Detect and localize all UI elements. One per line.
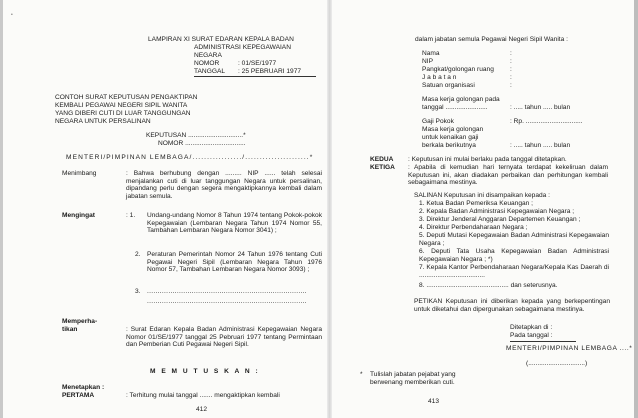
ketiga-text: : Apabila di kemudian hari ternyata terdapat kekeliruan dalam Keputusan ini, akan diadakan perbaikan dan perhitungan kembali sebagaimana mestinya. bbox=[408, 164, 608, 187]
footnote-line: Tulislah jabatan pejabat yang bbox=[370, 371, 456, 378]
salinan-item: 2. Kepala Badan Administrasi Kepegawaian Negara ; bbox=[419, 208, 575, 215]
signature-dots: (...............................) bbox=[526, 360, 588, 367]
masa-kerja-label: Masa kerja golongan pada bbox=[422, 96, 500, 103]
right-page bbox=[330, 0, 638, 418]
salinan-item: 5. Deputi Mutasi Kepegawaian Badan Administrasi Kepegawaian Negara ; bbox=[419, 232, 609, 247]
mengingat-num: : 1. bbox=[126, 212, 136, 219]
petikan-text: PETIKAN Keputusan ini diberikan kepada yang berkepentingan untuk diketahui dan dipergunakan sebagaimana mestinya. bbox=[414, 298, 610, 313]
mengingat-num: 3. bbox=[135, 288, 141, 295]
masa-kg-label: berkala berikutnya bbox=[422, 142, 476, 149]
pertama-label: PERTAMA bbox=[62, 392, 95, 399]
page-number: 413 bbox=[428, 398, 440, 405]
salinan-item: 4. Direktur Perbendaharaan Negara ; bbox=[419, 224, 528, 231]
salinan-item: 1. Ketua Badan Pemeriksa Keuangan ; bbox=[419, 200, 534, 207]
signature-rule bbox=[510, 341, 576, 342]
pertama-text: : Terhitung mulai tanggal ....... mengaktipkan kembali bbox=[126, 392, 280, 399]
header-line: ADMINISTRASI KEPEGAWAIAN bbox=[194, 44, 291, 51]
menetapkan-label: Menetapkan : bbox=[62, 384, 105, 391]
header-line: NEGARA bbox=[194, 52, 222, 59]
ditetapkan-di: Ditetapkan di : bbox=[510, 324, 553, 331]
header-rule bbox=[194, 76, 316, 77]
intro-line: dalam jabatan semula Pegawai Negeri Sipil Wanita : bbox=[415, 36, 568, 43]
masa-kg-label: untuk kenaikan gaji bbox=[422, 134, 479, 141]
field-value: : bbox=[510, 50, 512, 57]
ketiga-label: KETIGA bbox=[370, 164, 395, 171]
field-label: Pangkat/golongan ruang bbox=[422, 66, 494, 73]
title-line: NEGARA UNTUK PERSALINAN bbox=[55, 118, 151, 125]
kedua-text: : Keputusan ini mulai berlaku pada tanggal ditetapkan. bbox=[408, 156, 567, 163]
masa-kg-label: Masa kerja golongan bbox=[422, 126, 484, 133]
footnote-line: berwenang memberikan cuti. bbox=[370, 379, 455, 386]
menimbang-label: Menimbang bbox=[62, 170, 97, 177]
salinan-heading: SALINAN Keputusan ini disampaikan kepada : bbox=[414, 192, 550, 199]
header-line: LAMPIRAN XI SURAT EDARAN KEPALA BADAN bbox=[148, 36, 294, 43]
nomor-label: NOMOR bbox=[194, 60, 220, 67]
masa-kg-value: : ..... tahun ..... bulan bbox=[510, 142, 571, 149]
field-value: : bbox=[510, 66, 512, 73]
memperhatikan-label: Memperha- bbox=[62, 318, 98, 325]
page-number: 412 bbox=[196, 406, 208, 413]
salinan-item: 7. Kepala Kantor Perbendaharaan Negara/Kepala Kas Daerah di .................................... bbox=[419, 264, 609, 279]
menteri-heading: MENTERI/PIMPINAN LEMBAGA/................./......................* bbox=[66, 154, 314, 161]
mengingat-item: Undang-undang Nomor 8 Tahun 1974 tentang Pokok-pokok Kepegawaian (Lembaran Negara Tahun 1974 Nomor 55, Tambahan Lembaran Negara Nomor 3041) ; bbox=[147, 212, 322, 235]
title-line: KEMBALI PEGAWAI NEGERI SIPIL WANITA bbox=[55, 102, 188, 109]
pada-tanggal: Pada tanggal : bbox=[510, 332, 553, 339]
keputusan-nomor: NOMOR ................................. bbox=[158, 140, 246, 147]
tanggal-label: TANGGAL bbox=[194, 68, 226, 75]
salinan-item: 6. Deputi Tata Usaha Kepegawaian Badan Administrasi Kepegawaian Negara ; *) bbox=[419, 248, 609, 263]
masa-kerja-value: : ..... tahun ..... bulan bbox=[510, 104, 571, 111]
memperhatikan-text: : Surat Edaran Kepala Badan Administrasi Kepegawaian Negara Nomor 01/SE/1977 tanggal 25 Pebruari 1977 tentang Permintaan dan Pemberian Cuti Pegawai Negeri Sipil. bbox=[126, 326, 322, 349]
mengingat-num: 2. bbox=[135, 251, 141, 258]
keputusan-heading: KEPUTUSAN ..............................* bbox=[146, 132, 246, 139]
masa-kerja-label: tanggal ....................... bbox=[422, 104, 488, 111]
tanggal-value: : 25 PEBRUARI 1977 bbox=[238, 68, 302, 75]
gaji-value: : Rp. ............................... bbox=[510, 118, 583, 125]
title-line: YANG DIBERI CUTI DI LUAR TANGGUNGAN bbox=[55, 110, 191, 117]
title-line: CONTOH SURAT KEPUTUSAN PENGAKTIPAN bbox=[55, 94, 198, 101]
field-label: Nama bbox=[422, 50, 440, 57]
mengingat-item: ........................................................................... bbox=[147, 288, 307, 295]
nomor-value: : 01/SE/1977 bbox=[238, 60, 277, 67]
field-label: Satuan organisasi bbox=[422, 82, 475, 89]
field-label: NIP bbox=[422, 58, 433, 65]
field-value: : bbox=[510, 74, 512, 81]
salinan-item: 3. Direktur Jenderal Anggaran Departemen Keuangan ; bbox=[419, 216, 581, 223]
menimbang-text: : Bahwa berhubung dengan ......... NIP ...... telah selesai menjalankan cuti di luar tanggungan Negara untuk persalinan, dipandang perlu dengan segera mengaktipkannya kembali dalam jabatan semula. bbox=[126, 170, 322, 200]
dots-line: ........................................................................... bbox=[147, 298, 307, 305]
kedua-label: KEDUA bbox=[370, 156, 394, 163]
memutuskan-heading: M E M U T U S K A N : bbox=[150, 368, 260, 375]
menteri-signature: MENTERI/PIMPINAN LEMBAGA ....* bbox=[506, 345, 633, 352]
memperhatikan-label: tikan bbox=[62, 326, 78, 333]
mengingat-item: Peraturan Pemerintah Nomor 24 Tahun 1976 tentang Cuti Pegawai Negeri Sipil (Lembaran Negara Tahun 1976 Nomor 57, Tambahan Lembaran Negara Nomor 3093) ; bbox=[147, 251, 322, 274]
salinan-item: 8. ............................................. dan seterusnya. bbox=[419, 282, 558, 289]
scan-mark: • bbox=[11, 12, 13, 18]
mengingat-label: Mengingat bbox=[62, 212, 95, 219]
field-label: J a b a t a n bbox=[422, 74, 457, 81]
footnote-star: * bbox=[360, 371, 363, 378]
gaji-label: Gaji Pokok bbox=[422, 118, 454, 125]
field-value: : bbox=[510, 82, 512, 89]
field-value: : bbox=[510, 58, 512, 65]
